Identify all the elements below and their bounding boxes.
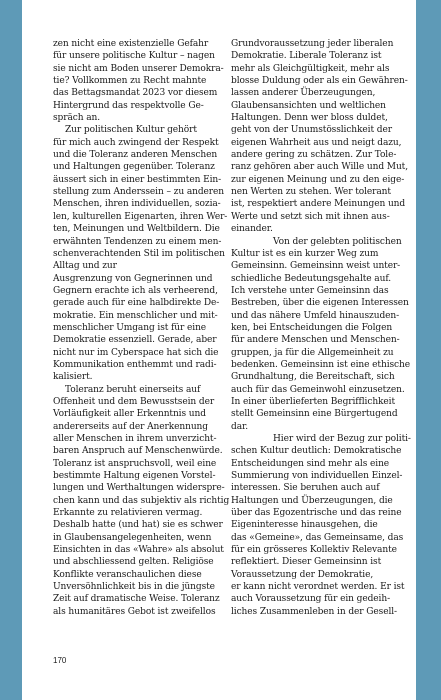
text-line: Offenheit und dem Bewusstsein der <box>53 396 215 407</box>
text-line: für andere Menschen und Menschen- <box>231 335 400 346</box>
text-line: in Glaubensangelegenheiten, wenn <box>53 532 212 543</box>
text-line: bedenken. Gemeinsinn ist eine ethische <box>231 359 410 370</box>
text-line: Glaubensansichten und weltlichen <box>231 100 386 111</box>
text-line: das Bettagsmandat 2023 vor diesem <box>53 88 218 99</box>
text-line: Grundvoraussetzung jeder liberalen <box>231 39 394 49</box>
text-line: Menschen, ihren individuellen, sozia- <box>53 199 221 210</box>
text-line: zen nicht eine existenzielle Gefahr <box>53 39 209 49</box>
text-line: Zeit auf dramatische Weise. Toleranz <box>53 594 220 605</box>
text-line: schen Kultur deutlich: Demokratische <box>231 446 402 457</box>
text-line: Bestreben, über die eigenen Interessen <box>231 298 409 309</box>
text-line: bestimmte Haltung eigenen Vorstel- <box>53 471 216 482</box>
text-line: Zur politischen Kultur gehört <box>65 125 197 136</box>
page-number: 170 <box>53 656 67 665</box>
text-line: Entscheidungen sind mehr als eine <box>231 458 390 469</box>
text-line: auch für das Gemeinwohl einzusetzen. <box>231 384 405 395</box>
text-line: Summierung von individuellen Einzel- <box>231 471 403 482</box>
book-page <box>22 0 416 700</box>
text-line: len, kulturellen Eigenarten, ihren Wer- <box>53 211 228 222</box>
text-line: aller Menschen in ihrem unverzicht- <box>53 434 217 444</box>
text-line: Toleranz beruht einerseits auf <box>65 384 201 395</box>
text-line: blosse Duldung oder als ein Gewähren- <box>231 76 408 87</box>
text-line: spräch an. <box>53 113 101 124</box>
text-line: für mich auch zwingend der Respekt <box>53 137 219 148</box>
text-line: baren Anspruch auf Menschenwürde. <box>53 446 223 457</box>
text-line: Demokratie. Liberale Toleranz ist <box>231 51 382 62</box>
text-line: Grundhaltung, die Bereitschaft, sich <box>231 372 395 383</box>
text-line: für ein grösseres Kollektiv Relevante <box>231 545 397 556</box>
text-line: Toleranz ist anspruchsvoll, weil eine <box>53 458 217 469</box>
text-line: Hintergrund das respektvolle Ge- <box>53 100 204 111</box>
text-line: lungen und Werthaltungen widerspre- <box>53 483 225 494</box>
text-line: stellung zum Anderssein – zu anderen <box>53 187 224 198</box>
text-line: liches Zusammenleben in der Gesell- <box>231 606 397 617</box>
text-line: Kommunikation enthemmt und radi- <box>53 359 217 370</box>
text-line: und die Toleranz anderen Menschen <box>53 150 218 161</box>
text-line: Kultur ist es ein kurzer Weg zum <box>231 248 379 259</box>
text-line: Konflikte veranschaulichen diese <box>53 569 202 580</box>
text-line: nen Werten zu stehen. Wer tolerant <box>231 187 391 198</box>
text-line: Haltungen. Denn wer bloss duldet, <box>231 113 388 124</box>
text-line: reflektiert. Dieser Gemeinsinn ist <box>231 557 382 568</box>
text-line: chen kann und das subjektiv als richtig <box>53 495 230 506</box>
text-line: einander. <box>231 224 273 235</box>
text-line: und Haltungen gegenüber. Toleranz <box>53 162 215 173</box>
right-text-column <box>231 38 411 618</box>
text-line: tie? Vollkommen zu Recht mahnte <box>53 76 207 87</box>
text-line: andere gering zu schätzen. Zur Tole- <box>231 150 397 161</box>
text-line: ten, Meinungen und Weltbildern. Die <box>53 224 220 235</box>
text-line: Gegnern erachte ich als verheerend, <box>53 285 218 296</box>
text-line: Alltag und zur <box>53 261 117 272</box>
text-line: Haltungen und Überzeugungen, die <box>231 495 393 506</box>
text-line: für unsere politische Kultur – nagen <box>53 51 215 62</box>
text-line: stellt Gemeinsinn eine Bürgertugend <box>231 409 398 420</box>
text-line: dar. <box>231 421 248 432</box>
text-line: menschlicher Umgang ist für eine <box>53 322 207 333</box>
text-line: über das Egozentrische und das reine <box>231 508 402 519</box>
text-line: mehr als Gleichgültigkeit, mehr als <box>231 63 390 74</box>
text-line: nicht nur im Cyberspace hat sich die <box>53 347 219 358</box>
text-line: schenverachtenden Stil im politischen <box>53 248 225 259</box>
text-line: gerade auch für eine halbdirekte De- <box>53 298 220 309</box>
text-line: Ausgrenzung von Gegnerinnen und <box>53 273 213 284</box>
text-line: Voraussetzung der Demokratie, <box>231 569 374 580</box>
text-line: lassen anderer Überzeugungen, <box>231 88 376 99</box>
text-line: Eigeninteresse hinausgehen, die <box>231 520 378 531</box>
text-line: Von der gelebten politischen <box>273 236 402 247</box>
text-line: eigenen Wahrheit aus und neigt dazu, <box>231 137 402 148</box>
text-line: Einsichten in das «Wahre» als absolut <box>53 545 224 556</box>
text-line: ist, respektiert andere Meinungen und <box>231 199 406 210</box>
text-line: Unversöhnlichkeit bis in die jüngste <box>53 582 215 593</box>
text-line: interessen. Sie beruhen auch auf <box>231 483 380 494</box>
text-line: Werte und setzt sich mit ihnen aus- <box>231 211 390 222</box>
text-line: ken, bei Entscheidungen die Folgen <box>231 322 393 333</box>
text-line: erwähnten Tendenzen zu einem men- <box>53 236 222 247</box>
text-line: das «Gemeine», das Gemeinsame, das <box>231 532 404 543</box>
text-line: und das nähere Umfeld hinauszuden- <box>231 310 400 321</box>
text-line: auch Voraussetzung für ein gedeih- <box>231 594 391 605</box>
text-line: Erkannte zu relativieren vermag. <box>53 508 203 519</box>
text-line: Vorläufigkeit aller Erkenntnis und <box>53 409 206 420</box>
text-line: sie nicht am Boden unserer Demokra- <box>53 63 224 74</box>
text-line: Demokratie essenziell. Gerade, aber <box>53 335 217 346</box>
text-line: Gemeinsinn. Gemeinsinn weist unter- <box>231 261 401 272</box>
text-line: gruppen, ja für die Allgemeinheit zu <box>231 347 394 358</box>
text-line: mokratie. Ein menschlicher und mit- <box>53 310 218 321</box>
text-line: geht von der Unumstösslichkeit der <box>231 125 392 136</box>
text-line: äussert sich in einer bestimmten Ein- <box>53 174 222 185</box>
text-line: kalisiert. <box>53 372 93 383</box>
text-line: ranz gehören aber auch Wille und Mut, <box>231 162 408 173</box>
text-line: andererseits auf der Anerkennung <box>53 421 208 432</box>
text-line: er kann nicht verordnet werden. Er ist <box>231 582 405 593</box>
left-text-column <box>53 38 230 618</box>
text-line: In einer überlieferten Begrifflichkeit <box>231 396 396 407</box>
text-line: Ich verstehe unter Gemeinsinn das <box>231 285 389 296</box>
text-line: zur eigenen Meinung und zu den eige- <box>231 174 405 185</box>
text-line: Hier wird der Bezug zur politi- <box>273 434 411 444</box>
text-line: als humanitäres Gebot ist zweifellos <box>53 606 216 617</box>
text-line: Deshalb hatte (und hat) sie es schwer <box>53 520 223 531</box>
text-line: schiedliche Bedeutungsgehalte auf. <box>231 273 392 284</box>
text-line: und abschliessend gelten. Religiöse <box>53 557 214 568</box>
